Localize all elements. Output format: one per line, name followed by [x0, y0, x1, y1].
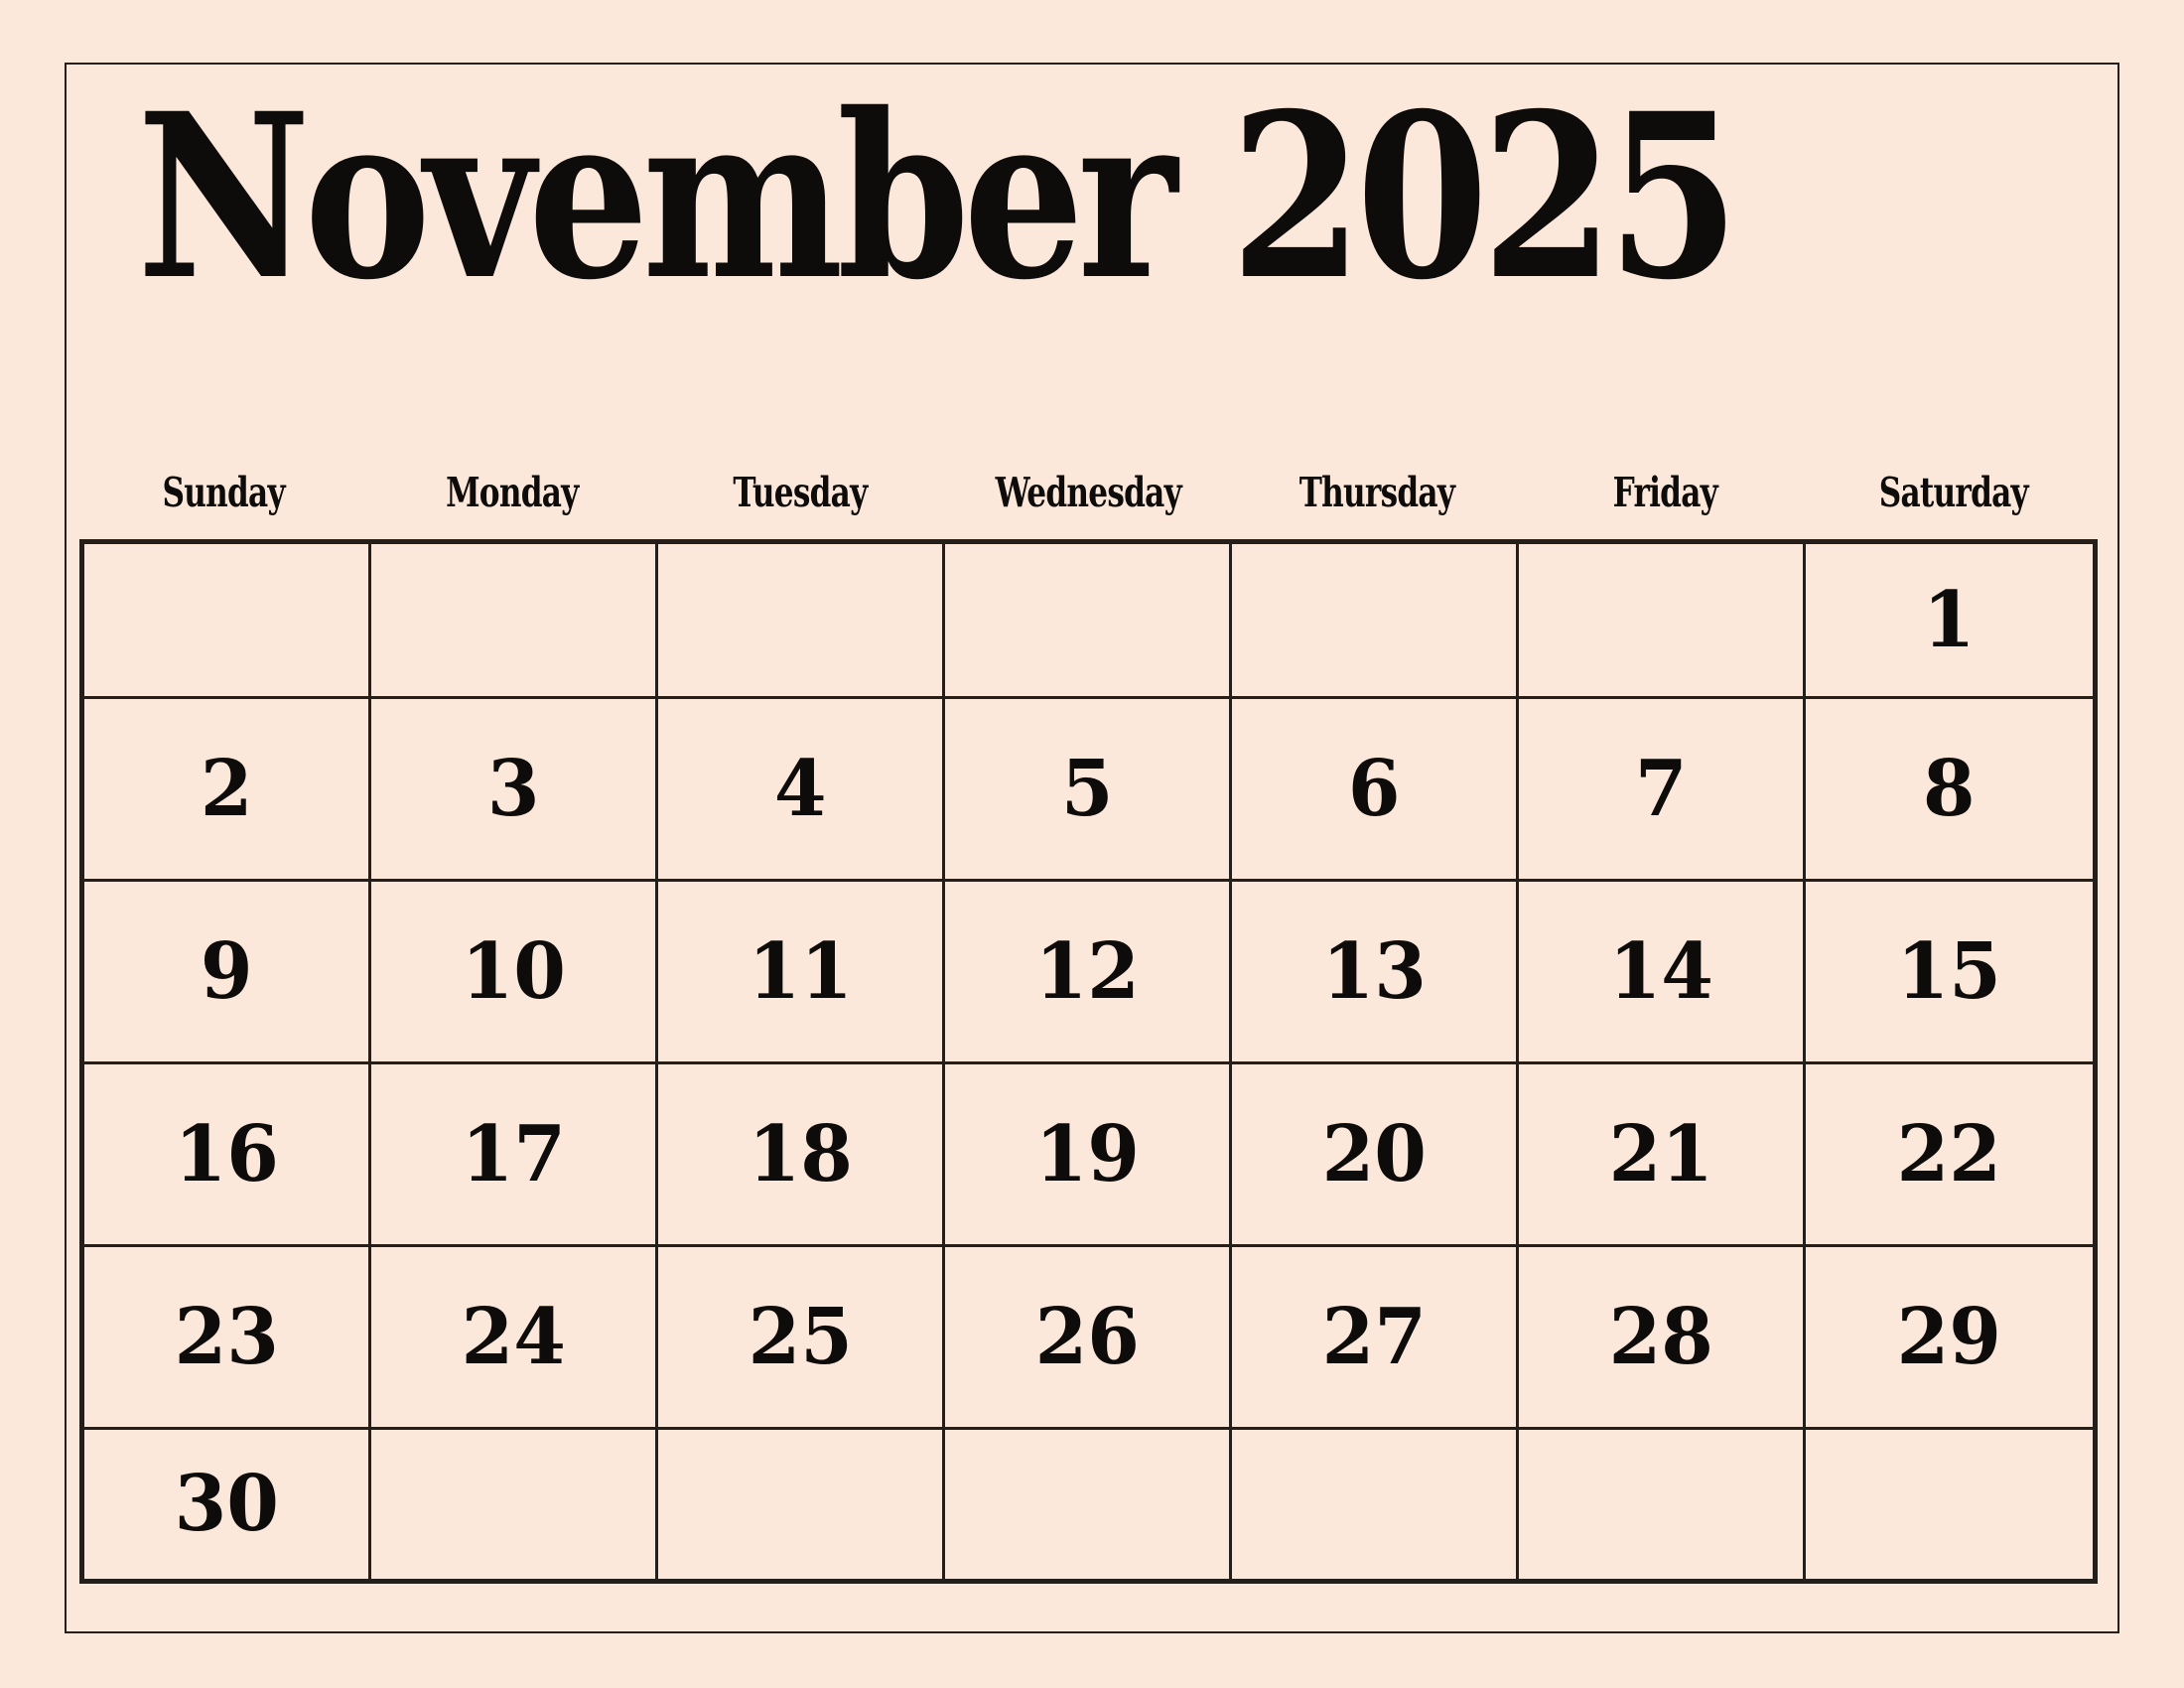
weekday-label: Thursday	[1298, 469, 1455, 516]
empty-cell	[1232, 544, 1519, 699]
empty-cell	[945, 544, 1232, 699]
date-number: 9	[200, 925, 253, 1017]
calendar-cell	[84, 882, 371, 1064]
date-number: 22	[1896, 1108, 2002, 1199]
calendar-cell	[658, 699, 945, 882]
date-number: 24	[461, 1291, 566, 1382]
weekday-header	[656, 457, 944, 528]
calendar-cell	[1232, 1064, 1519, 1247]
date-number: 16	[174, 1108, 279, 1199]
calendar-cell	[1519, 1247, 1806, 1430]
calendar-cell	[1519, 882, 1806, 1064]
calendar-cell	[1519, 699, 1806, 882]
calendar-cell	[84, 699, 371, 882]
empty-cell	[658, 544, 945, 699]
date-number: 1	[1923, 574, 1976, 665]
calendar-cell	[945, 1247, 1232, 1430]
date-number: 4	[773, 743, 827, 834]
calendar-cell	[1806, 1247, 2093, 1430]
date-number: 15	[1896, 925, 2002, 1017]
date-number: 18	[748, 1108, 853, 1199]
weekday-label: Saturday	[1878, 469, 2028, 516]
calendar-cell	[371, 1247, 658, 1430]
empty-cell	[1519, 544, 1806, 699]
empty-cell	[945, 1430, 1232, 1579]
calendar-cell	[84, 1430, 371, 1579]
date-number: 23	[174, 1291, 279, 1382]
empty-cell	[371, 544, 658, 699]
date-number: 30	[174, 1459, 279, 1549]
date-number: 11	[748, 925, 853, 1017]
weekday-label: Monday	[445, 469, 579, 516]
date-number: 20	[1321, 1108, 1427, 1199]
calendar-cell	[371, 882, 658, 1064]
date-number: 19	[1034, 1108, 1140, 1199]
calendar-cell	[1519, 1064, 1806, 1247]
weekday-label: Sunday	[162, 469, 285, 516]
calendar-cell	[1232, 1247, 1519, 1430]
date-number: 27	[1321, 1291, 1427, 1382]
calendar-title: November 2025	[137, 64, 1733, 330]
date-number: 28	[1608, 1291, 1713, 1382]
date-number: 12	[1034, 925, 1140, 1017]
weekday-label: Tuesday	[733, 469, 868, 516]
calendar-cell	[84, 1247, 371, 1430]
date-number: 17	[461, 1108, 566, 1199]
calendar-cell	[1232, 882, 1519, 1064]
calendar-cell	[658, 1247, 945, 1430]
weekday-header	[79, 457, 367, 528]
date-number: 13	[1321, 925, 1427, 1017]
weekday-header	[1521, 457, 1809, 528]
date-number: 6	[1347, 743, 1401, 834]
date-number: 10	[461, 925, 566, 1017]
date-number: 3	[486, 743, 540, 834]
calendar-cell	[84, 1064, 371, 1247]
date-number: 2	[200, 743, 253, 834]
weekday-header	[944, 457, 1232, 528]
empty-cell	[84, 544, 371, 699]
date-number: 14	[1608, 925, 1713, 1017]
calendar-cell	[1806, 544, 2093, 699]
weekday-label: Friday	[1612, 469, 1717, 516]
calendar-cell	[371, 1064, 658, 1247]
empty-cell	[371, 1430, 658, 1579]
calendar-cell	[945, 1064, 1232, 1247]
calendar-cell	[1806, 882, 2093, 1064]
empty-cell	[1232, 1430, 1519, 1579]
calendar-cell	[945, 882, 1232, 1064]
calendar-cell	[658, 882, 945, 1064]
date-number: 5	[1060, 743, 1114, 834]
date-number: 21	[1608, 1108, 1713, 1199]
weekday-header	[367, 457, 655, 528]
calendar-grid	[79, 539, 2098, 1584]
date-number: 26	[1034, 1291, 1140, 1382]
weekday-header-row	[79, 457, 2098, 528]
date-number: 7	[1634, 743, 1688, 834]
empty-cell	[658, 1430, 945, 1579]
date-number: 25	[748, 1291, 853, 1382]
empty-cell	[1806, 1430, 2093, 1579]
date-number: 8	[1923, 743, 1976, 834]
date-number: 29	[1896, 1291, 2002, 1382]
calendar-cell	[1806, 1064, 2093, 1247]
calendar-cell	[945, 699, 1232, 882]
calendar-cell	[1232, 699, 1519, 882]
empty-cell	[1519, 1430, 1806, 1579]
calendar-cell	[658, 1064, 945, 1247]
weekday-header	[1233, 457, 1521, 528]
calendar-cell	[1806, 699, 2093, 882]
weekday-label: Wednesday	[995, 469, 1182, 516]
calendar-cell	[371, 699, 658, 882]
weekday-header	[1810, 457, 2098, 528]
